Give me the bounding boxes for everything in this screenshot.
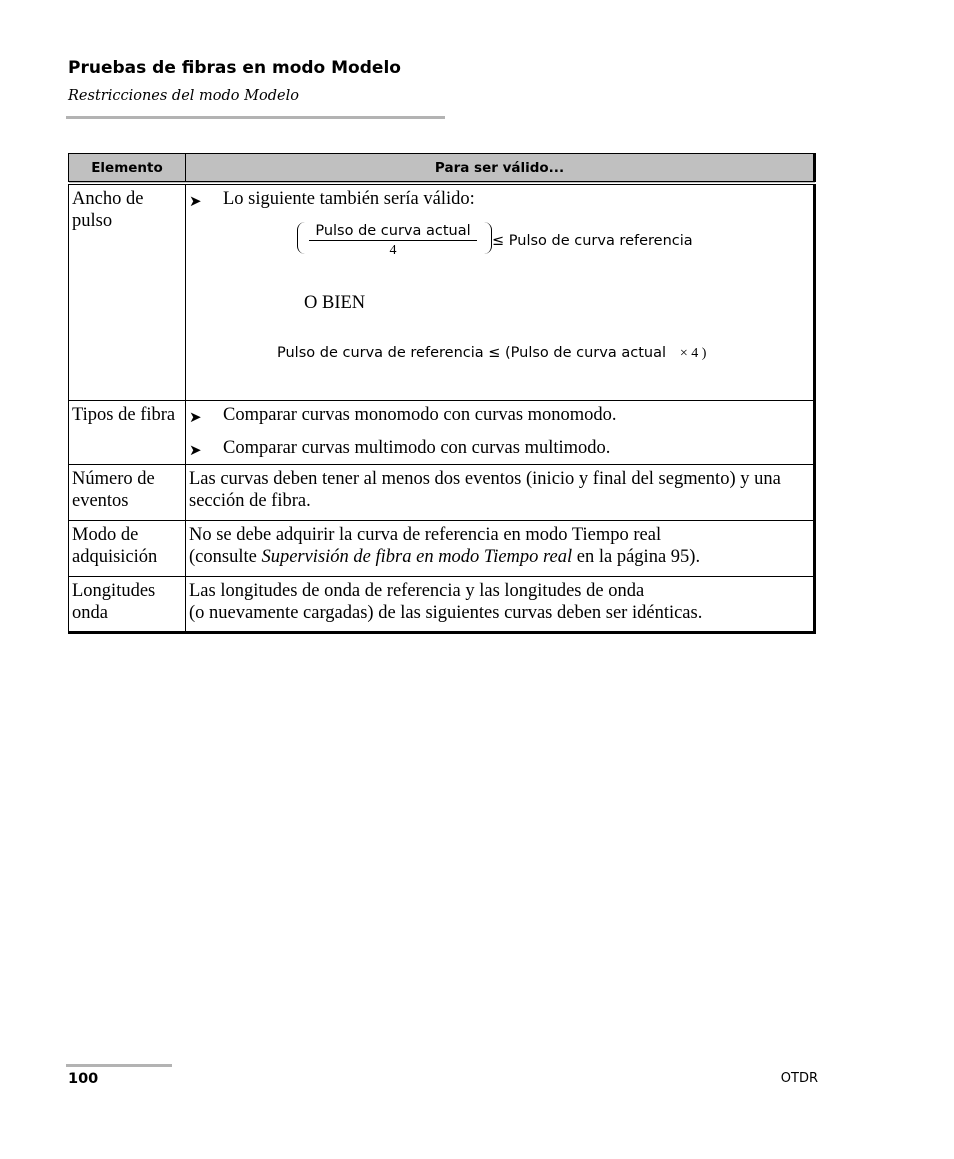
table-row bbox=[69, 400, 815, 464]
fraction-denominator: 4 bbox=[389, 243, 397, 258]
row-condition bbox=[186, 520, 815, 576]
right-paren-icon bbox=[484, 222, 492, 254]
formula-pulse-product bbox=[277, 342, 810, 365]
formula-pulse-ratio bbox=[189, 220, 810, 280]
row-element-label: Ancho de pulso bbox=[69, 183, 186, 400]
cross-reference-link[interactable]: Supervisión de fibra en modo Tiempo real bbox=[261, 546, 573, 567]
row-condition bbox=[186, 576, 815, 632]
condition-line: (o nuevamente cargadas) de las siguientes curvas deben ser idénticas. bbox=[189, 602, 703, 623]
column-header-element: Elemento bbox=[69, 154, 186, 184]
condition-text: en la página 95). bbox=[572, 546, 701, 567]
table-row bbox=[69, 576, 815, 632]
table-row bbox=[69, 183, 815, 400]
row-element-label: Modo de adquisición bbox=[69, 520, 186, 576]
arrow-bullet-icon: ➤ bbox=[189, 192, 202, 210]
column-header-valid: Para ser válido... bbox=[186, 154, 815, 184]
condition-line bbox=[189, 546, 810, 568]
arrow-bullet-icon: ➤ bbox=[189, 407, 202, 426]
row-condition: Las curvas deben tener al menos dos eventos (inicio y final del segmento) y una sección de fibra. bbox=[186, 464, 815, 520]
section-subtitle: Restricciones del modo Modelo bbox=[68, 88, 299, 104]
condition-line: Las longitudes de onda de referencia y las longitudes de onda bbox=[189, 580, 645, 601]
document-name: OTDR bbox=[780, 1071, 818, 1086]
condition-text: (consulte bbox=[189, 546, 262, 567]
or-text: O BIEN bbox=[304, 293, 366, 313]
row-condition bbox=[186, 183, 815, 400]
list-item bbox=[189, 437, 810, 461]
row-element-label: Número de eventos bbox=[69, 464, 186, 520]
fraction bbox=[297, 220, 492, 264]
page-number: 100 bbox=[68, 1071, 99, 1087]
left-paren-icon bbox=[297, 222, 305, 254]
row-element-label: Tipos de fibra bbox=[69, 400, 186, 464]
list-item bbox=[189, 188, 810, 212]
bullet-text: Lo siguiente también sería válido: bbox=[223, 189, 475, 209]
table-header-row bbox=[69, 154, 815, 184]
header-rule bbox=[66, 116, 445, 119]
list-item bbox=[189, 404, 810, 428]
restrictions-table bbox=[68, 153, 816, 634]
bullet-text: Comparar curvas multimodo con curvas multimodo. bbox=[223, 437, 611, 458]
table-row bbox=[69, 520, 815, 576]
formula-inner: Pulso de curva actual bbox=[510, 345, 666, 361]
fraction-numerator: Pulso de curva actual bbox=[315, 223, 471, 239]
section-title: Pruebas de fibras en modo Modelo bbox=[68, 58, 401, 78]
arrow-bullet-icon: ➤ bbox=[189, 440, 202, 459]
table-row bbox=[69, 464, 815, 520]
row-condition bbox=[186, 400, 815, 464]
formula-times: × 4 ) bbox=[679, 346, 707, 361]
formula-rhs: ≤ Pulso de curva referencia bbox=[492, 233, 693, 249]
bullet-text: Comparar curvas monomodo con curvas monomodo. bbox=[223, 404, 617, 425]
condition-line: No se debe adquirir la curva de referencia en modo Tiempo real bbox=[189, 524, 662, 545]
footer-rule bbox=[66, 1064, 172, 1067]
formula-lhs: Pulso de curva de referencia ≤ ( bbox=[277, 345, 511, 361]
row-element-label: Longitudes onda bbox=[69, 576, 186, 632]
